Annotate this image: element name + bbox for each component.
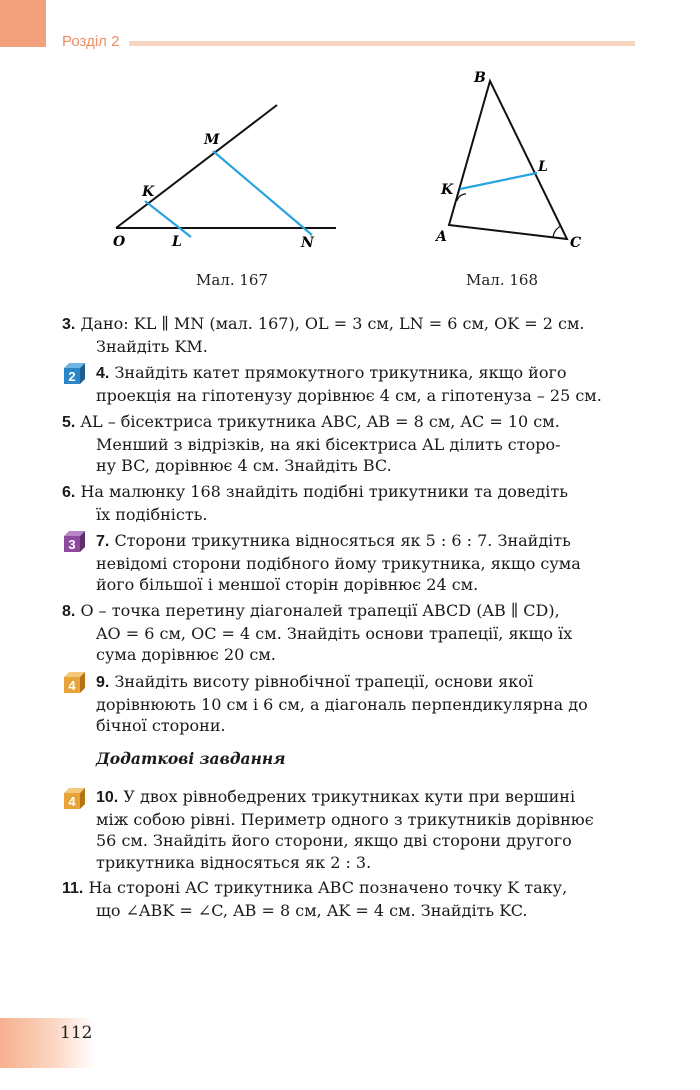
fig168-label-c: C xyxy=(570,235,582,251)
additional-tasks-heading: Додаткові завдання xyxy=(96,749,286,768)
fig167-label-k: K xyxy=(142,184,155,200)
fig167-label-m: M xyxy=(204,132,220,148)
problem-line: сума дорівнює 20 см. xyxy=(96,645,276,664)
problem-line xyxy=(62,313,636,336)
problem-line: трикутника відносяться як 2 : 3. xyxy=(96,852,372,872)
problem-line: між собою рівні. Периметр одного з трикутників дорівнює xyxy=(96,809,594,829)
fig168-segment-kl xyxy=(460,173,537,189)
problem-9 xyxy=(62,671,636,737)
problem-number: 8. xyxy=(62,603,76,620)
fig167-segment-kl xyxy=(145,201,191,237)
problem-11 xyxy=(62,877,636,921)
level-badge-text: 4 xyxy=(68,794,76,809)
problem-number: 7. xyxy=(96,533,110,550)
problem-number: 10. xyxy=(96,789,119,806)
section-label: Розділ 2 xyxy=(62,33,120,50)
problem-text: Знайдіть висоту рівнобічної трапеції, основи якої xyxy=(114,672,533,691)
problem-line: 56 см. Знайдіть його сторони, якщо дві сторони другого xyxy=(96,831,572,850)
problem-text: AL – бісектриса трикутника ABC, AB = 8 см, AC = 10 см. xyxy=(80,412,560,431)
problem-line xyxy=(62,600,636,623)
problem-line: невідомі сторони подібного йому трикутника, якщо сума xyxy=(96,553,581,573)
problem-line: їх подібність. xyxy=(96,504,208,524)
problem-10 xyxy=(62,786,636,873)
problem-text: На малюнку 168 знайдіть подібні трикутники та доведіть xyxy=(80,482,568,501)
fig168-label-l: L xyxy=(538,159,548,175)
fig167-label-n: N xyxy=(301,235,314,251)
problem-number: 4. xyxy=(96,365,110,382)
problem-text: Знайдіть катет прямокутного трикутника, якщо його xyxy=(114,363,567,382)
fig167-segment-mn xyxy=(213,151,312,235)
problem-line: ну BC, дорівнює 4 см. Знайдіть BC. xyxy=(96,456,392,475)
fig168-triangle-abc xyxy=(449,81,567,239)
problem-line: його більшої і меншої сторін дорівнює 24 см. xyxy=(96,575,479,594)
fig167-ray-om xyxy=(116,105,277,228)
problem-text: Сторони трикутника відносяться як 5 : 6 : 7. Знайдіть xyxy=(114,531,571,550)
problem-5 xyxy=(62,411,636,477)
problem-text: У двох рівнобедрених трикутниках кути при вершині xyxy=(123,787,576,806)
problem-line: проекція на гіпотенузу дорівнює 4 см, а гіпотенуза – 25 см. xyxy=(96,385,602,405)
problem-line: що ∠ABK = ∠C, AB = 8 см, AK = 4 см. Знайдіть KC. xyxy=(96,900,528,920)
figure-168 xyxy=(425,65,595,260)
problem-6 xyxy=(62,481,636,525)
problem-number: 11. xyxy=(62,880,84,897)
header-rule xyxy=(129,41,635,46)
fig168-label-b: B xyxy=(474,70,486,86)
problem-number: 3. xyxy=(62,316,76,333)
problem-line: AO = 6 см, OC = 4 см. Знайдіть основи трапеції, якщо їх xyxy=(96,623,573,643)
problem-number: 9. xyxy=(96,674,110,691)
level-badge-text: 3 xyxy=(68,537,76,552)
problem-text: На стороні AC трикутника ABC позначено точку K таку, xyxy=(88,878,568,897)
level-badge-text: 2 xyxy=(68,369,76,384)
problem-line xyxy=(62,411,636,434)
fig168-label-k: K xyxy=(441,182,454,198)
problem-number: 6. xyxy=(62,484,76,501)
problem-line xyxy=(62,671,636,694)
problem-line xyxy=(62,786,636,809)
problem-line: дорівнюють 10 см і 6 см, а діагональ перпендикулярна до xyxy=(96,694,588,714)
fig168-angle-c-mark xyxy=(553,226,561,238)
problem-number: 5. xyxy=(62,414,76,431)
problem-3 xyxy=(62,313,636,357)
figure-167-caption: Мал. 167 xyxy=(196,271,268,289)
problem-line: Менший з відрізків, на які бісектриса AL ділить сторо- xyxy=(96,434,561,454)
problem-text: Дано: KL ∥ MN (мал. 167), OL = 3 см, LN = 6 см, OK = 2 см. xyxy=(80,314,585,333)
problem-text: O – точка перетину діагоналей трапеції ABCD (AB ∥ CD), xyxy=(80,601,560,620)
problem-4 xyxy=(62,362,636,406)
figure-167 xyxy=(100,100,350,260)
problem-line xyxy=(62,877,636,900)
problem-line xyxy=(62,530,636,553)
problem-line xyxy=(62,362,636,385)
level-badge-text: 4 xyxy=(68,678,76,693)
problem-8 xyxy=(62,600,636,666)
problem-line xyxy=(62,481,636,504)
fig167-label-l: L xyxy=(172,234,182,250)
problem-line: бічної сторони. xyxy=(96,716,226,735)
fig167-label-o: O xyxy=(113,234,126,250)
problem-line: Знайдіть KM. xyxy=(96,336,208,356)
figure-168-caption: Мал. 168 xyxy=(466,271,538,289)
fig168-label-a: A xyxy=(436,229,447,245)
problem-7 xyxy=(62,530,636,596)
corner-tab xyxy=(0,0,46,47)
page-number: 112 xyxy=(60,1023,93,1043)
